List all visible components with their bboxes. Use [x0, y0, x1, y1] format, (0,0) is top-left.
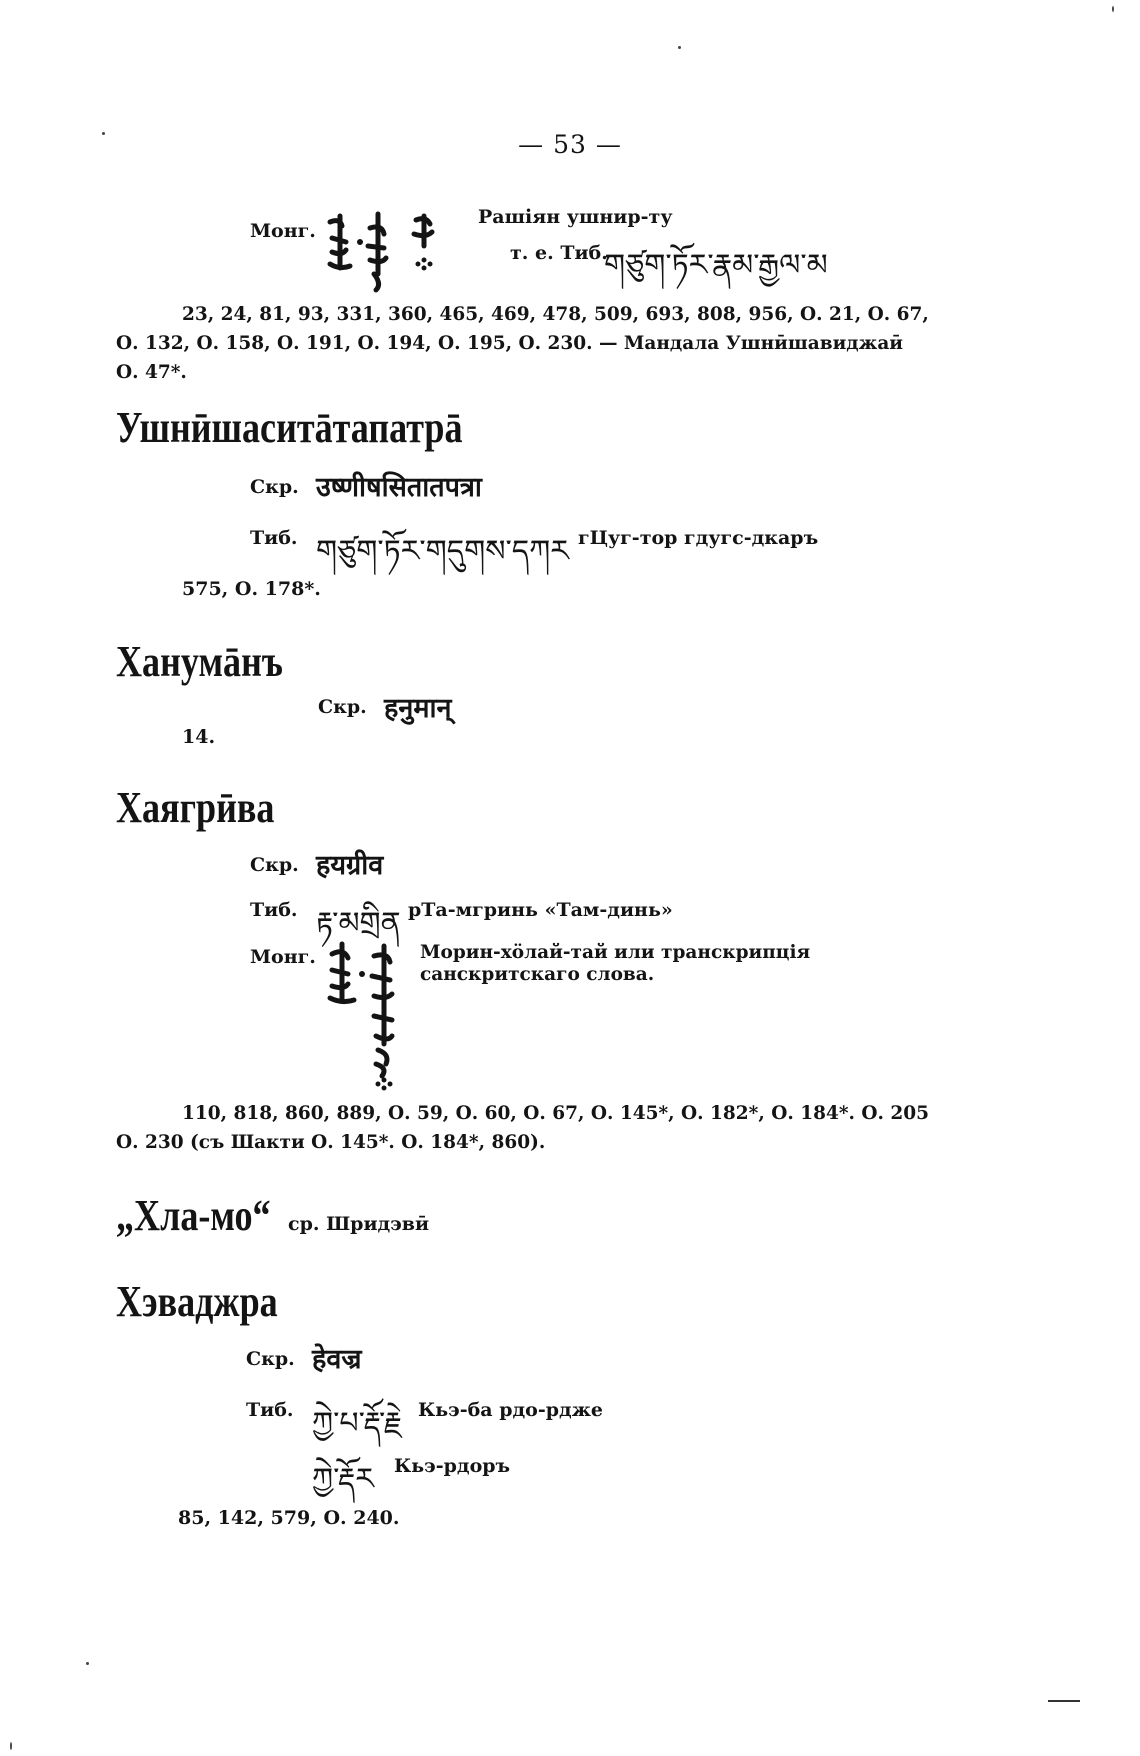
mongolian-label: Монг. [250, 220, 316, 242]
sanskrit-script: हेवज्र [312, 1344, 362, 1375]
entry-title: Хаягрӣва [116, 783, 275, 832]
scan-speck [102, 132, 105, 135]
reference-list: 110, 818, 860, 889, О. 59, О. 60, О. 67, О. 145*, О. 182*, О. 184*. О. 205 О. 230 (съ Шакти О. 145*. О. 184*, 860). [116, 1103, 929, 1153]
entry-title: Хэваджра [116, 1277, 278, 1326]
tibetan-label: Тиб. [250, 899, 298, 921]
mongolian-label: Монг. [250, 946, 316, 968]
tibetan-label: Тиб. [250, 527, 298, 549]
page-number: — 53 — [518, 130, 622, 159]
sanskrit-label: Скр. [246, 1348, 295, 1370]
tibetan-script: རྟ་མགྲིན [316, 906, 401, 941]
tibetan-reading: Кьэ-рдоръ [394, 1455, 511, 1477]
mongolian-reading: Морин-хӧлай-тай или транскрипція санскритскаго слова. [420, 942, 811, 985]
sanskrit-script: हयग्रीव [316, 850, 384, 881]
sanskrit-label: Скр. [318, 696, 367, 718]
sanskrit-script: उष्णीषसितातपत्रा [316, 472, 482, 503]
entry-title: Ушнӣшаситāтапатрā [116, 403, 463, 452]
tibetan-script: གཙུག་ཏོར་གདུགས་དཀར [316, 534, 569, 569]
reference-list: 14. [182, 726, 216, 748]
tibetan-reading: Кьэ-ба рдо-рдже [418, 1399, 603, 1421]
scan-speck [10, 1742, 12, 1750]
reference-list: 85, 142, 579, О. 240. [178, 1507, 400, 1529]
tibetan-label: Тиб. [246, 1399, 294, 1421]
mongolian-script-image [326, 212, 446, 292]
sanskrit-label: Скр. [250, 854, 299, 876]
sanskrit-label: Скр. [250, 476, 299, 498]
reference-list: 575, О. 178*. [182, 578, 321, 600]
sanskrit-script: हनुमान् [384, 693, 452, 724]
scan-speck [1112, 6, 1114, 12]
reference-list: 23, 24, 81, 93, 331, 360, 465, 469, 478, 509, 693, 808, 956, О. 21, О. 67, О. 132, О. 158, О. 191, О. 194, О. 195, О. 230. — Мандала Ушнӣшавиджаӣ О. 47*. [116, 304, 929, 383]
entry-title: Ханумāнъ [116, 637, 283, 686]
scan-speck [678, 46, 681, 49]
scan-speck [86, 1662, 89, 1665]
tibetan-prefix: т. е. Тиб. [510, 242, 608, 264]
tibetan-script: ཀྱེ་པ་རྡོ་རྗེ [312, 1406, 403, 1441]
tibetan-reading: гЦуг-тор гдугс-дкаръ [578, 527, 819, 549]
tibetan-script: གཙུག་ཏོར་རྣམ་རྒྱལ་མ [604, 248, 828, 283]
tibetan-reading: рТа-мгринь «Там-динь» [408, 899, 673, 921]
entry-title: „Хла-мо“ [116, 1191, 271, 1240]
scan-mark [1048, 1700, 1080, 1702]
mongolian-script-image [326, 940, 406, 1090]
cross-reference: ср. Шридэвӣ [288, 1213, 430, 1235]
mongolian-reading: Рашіян ушнир-ту [478, 206, 673, 228]
tibetan-script: ཀྱེ་རྡོར [312, 1462, 374, 1497]
